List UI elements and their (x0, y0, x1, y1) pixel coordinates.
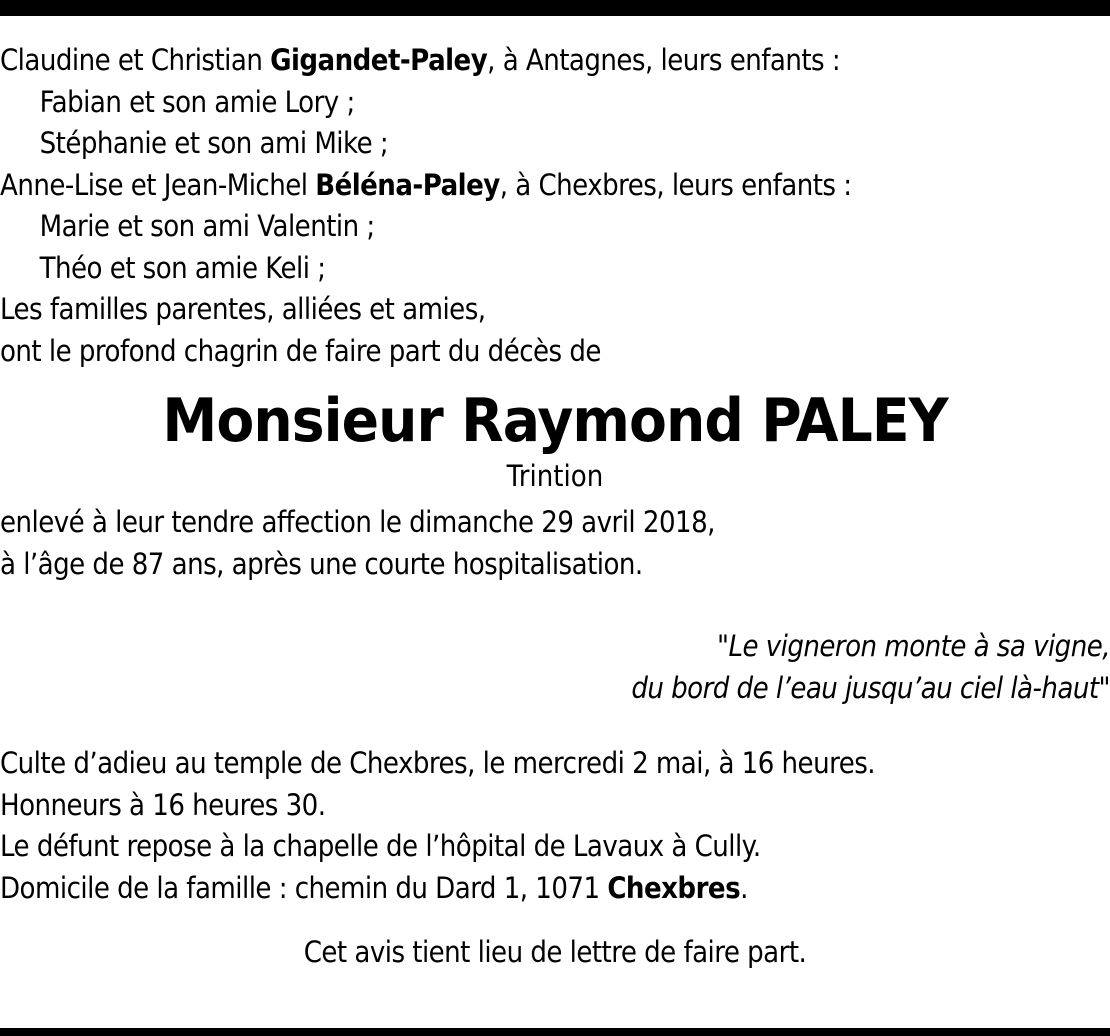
ceremony-line-4-prefix: Domicile de la famille : chemin du Dard 1, 1071 (0, 870, 608, 905)
notice-footer: Cet avis tient lieu de lettre de faire part. (303, 935, 807, 969)
family-line-2: Fabian et son amie Lory ; (39, 84, 355, 119)
ceremony-line-1: Culte d’adieu au temple de Chexbres, le mercredi 2 mai, à 16 heures. (0, 746, 876, 780)
family-name-gigandet: Gigandet-Paley (270, 43, 488, 77)
ceremony-line-4 (0, 868, 999, 910)
death-line-2: à l’âge de 87 ans, après une courte hospitalisation. (0, 546, 643, 581)
quote-line-2: du bord de l’eau jusqu’au ciel là-haut" (631, 671, 1110, 705)
family-line-4-prefix: Anne-Lise et Jean-Michel (0, 167, 316, 202)
family-line-4 (0, 165, 999, 207)
domicile-town: Chexbres (607, 870, 741, 905)
death-line-1: enlevé à leur tendre affection le dimanche 29 avril 2018, (0, 505, 715, 539)
family-line-1-prefix: Claudine et Christian (0, 43, 271, 77)
obituary-notice (0, 16, 1110, 973)
family-line-1 (0, 40, 999, 82)
quote-line-1: "Le vigneron monte à sa vigne, (717, 629, 1110, 663)
ceremony-line-4-suffix: . (740, 870, 748, 905)
ceremony-line-2: Honneurs à 16 heures 30. (0, 787, 326, 822)
family-line-5: Marie et son ami Valentin ; (39, 209, 375, 243)
family-line-7: Les familles parentes, alliées et amies, (0, 292, 486, 326)
deceased-place: Trintion (506, 459, 604, 493)
deceased-name: Monsieur Raymond PALEY (162, 386, 948, 456)
bottom-rule (0, 1028, 1110, 1036)
top-rule (0, 0, 1110, 16)
family-line-8: ont le profond chagrin de faire part du décès de (0, 333, 601, 368)
family-line-4-suffix: , à Chexbres, leurs enfants : (499, 167, 852, 202)
family-name-belena: Béléna-Paley (315, 167, 500, 202)
family-line-3: Stéphanie et son ami Mike ; (39, 126, 389, 160)
family-line-1-suffix: , à Antagnes, leurs enfants : (487, 43, 841, 77)
family-line-6: Théo et son amie Keli ; (39, 250, 326, 285)
ceremony-line-3: Le défunt repose à la chapelle de l’hôpital de Lavaux à Cully. (0, 829, 761, 863)
